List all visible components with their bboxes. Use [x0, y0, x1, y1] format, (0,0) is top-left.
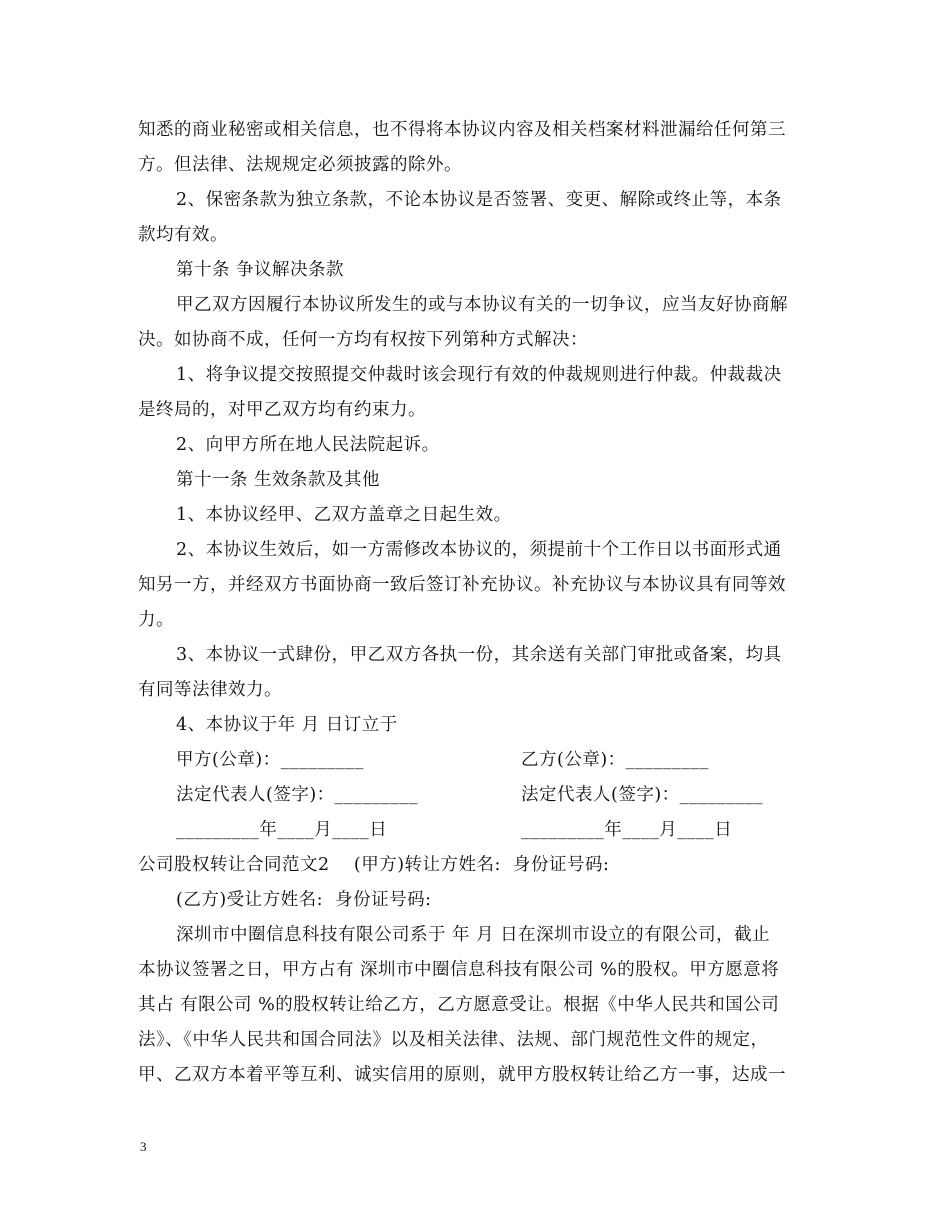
text-line: 深圳市中圈信息科技有限公司系于 年 月 日在深圳市设立的有限公司，截止 — [176, 925, 771, 945]
text-line: 2、本协议生效后，如一方需修改本协议的，须提前十个工作日以书面形式通 — [176, 540, 782, 560]
text-line: 决。如协商不成，任何一方均有权按下列第种方式解决： — [138, 330, 588, 350]
signature-party-b-date: _________年____月____日 — [521, 820, 733, 840]
text-line: 款均有效。 — [138, 225, 228, 245]
text-line: 4、本协议于年 月 日订立于 — [176, 715, 398, 735]
text-line: 2、向甲方所在地人民法院起诉。 — [176, 435, 440, 455]
text-line: 3、本协议一式肆份，甲乙双方各执一份，其余送有关部门审批或备案，均具 — [176, 645, 782, 665]
text-line: 力。 — [138, 610, 174, 630]
signature-party-b-seal: 乙方(公章)：_________ — [521, 750, 709, 770]
section-heading: 第十条 争议解决条款 — [176, 260, 345, 280]
text-line: 甲乙双方因履行本协议所发生的或与本协议有关的一切争议，应当友好协商解 — [176, 295, 788, 315]
text-line: 有同等法律效力。 — [138, 680, 282, 700]
text-line: 1、本协议经甲、乙双方盖章之日起生效。 — [176, 505, 512, 525]
signature-party-a-representative: 法定代表人(签字)：_________ — [176, 785, 418, 805]
text-line: 知悉的商业秘密或相关信息，也不得将本协议内容及相关档案材料泄漏给任何第三 — [138, 120, 786, 140]
text-line: 本协议签署之日，甲方占有 深圳市中圈信息科技有限公司 %的股权。甲方愿意将 — [138, 960, 780, 980]
text-line: 方。但法律、法规规定必须披露的除外。 — [138, 155, 462, 175]
contract-title-line: 公司股权转让合同范文2 (甲方)转让方姓名: 身份证号码: — [138, 855, 610, 875]
text-line: (乙方)受让方姓名: 身份证号码: — [176, 890, 432, 910]
text-line: 是终局的，对甲乙双方均有约束力。 — [138, 400, 426, 420]
text-line: 1、将争议提交按照提交仲裁时该会现行有效的仲裁规则进行仲裁。仲裁裁决 — [176, 365, 782, 385]
text-line: 其占 有限公司 %的股权转让给乙方，乙方愿意受让。根据《中华人民共和国公司 — [138, 995, 780, 1015]
text-line: 法》、《中华人民共和国合同法》以及相关法律、法规、部门规范性文件的规定， — [138, 1030, 769, 1050]
signature-party-a-seal: 甲方(公章)：_________ — [176, 750, 364, 770]
section-heading: 第十一条 生效条款及其他 — [176, 470, 381, 490]
text-line: 知另一方，并经双方书面协商一致后签订补充协议。补充协议与本协议具有同等效 — [138, 575, 786, 595]
text-line: 2、保密条款为独立条款，不论本协议是否签署、变更、解除或终止等，本条 — [176, 190, 782, 210]
signature-party-b-representative: 法定代表人(签字)：_________ — [521, 785, 763, 805]
page-number: 3 — [140, 1139, 147, 1154]
signature-party-a-date: _________年____月____日 — [176, 820, 388, 840]
text-line: 甲、乙双方本着平等互利、诚实信用的原则，就甲方股权转让给乙方一事，达成一 — [138, 1065, 786, 1085]
